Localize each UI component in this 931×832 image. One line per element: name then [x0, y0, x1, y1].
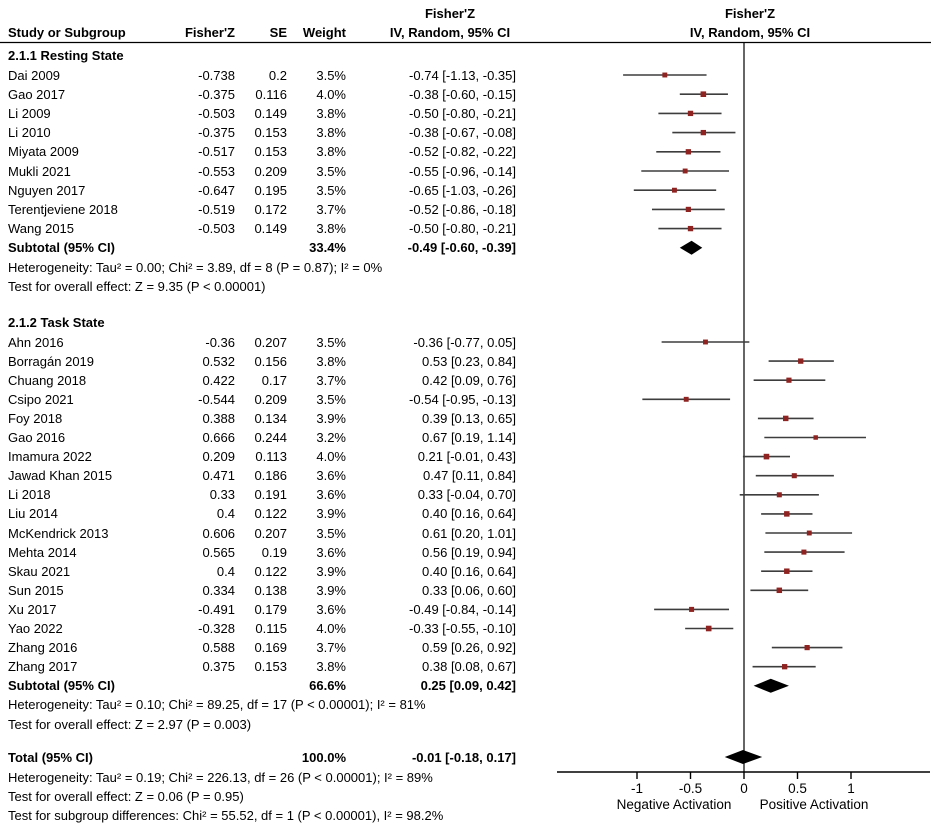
study-name: Nguyen 2017: [8, 182, 86, 198]
study-se: 0.209: [254, 163, 287, 179]
effect-marker: [703, 340, 708, 345]
effect-marker: [706, 626, 712, 632]
study-fisherz: -0.375: [198, 125, 235, 141]
study-se: 0.153: [254, 125, 287, 141]
effect-marker: [686, 207, 691, 212]
study-fisherz: -0.503: [198, 105, 235, 121]
subtotal-ci: -0.49 [-0.60, -0.39]: [407, 240, 516, 256]
study-weight: 3.6%: [316, 468, 346, 484]
study-ci: 0.40 [0.16, 0.64]: [422, 506, 516, 522]
subtotal-weight: 66.6%: [309, 678, 346, 694]
subgroup-label: 2.1.2 Task State: [8, 314, 105, 330]
study-weight: 3.7%: [316, 372, 346, 388]
total-heterogeneity-text: Heterogeneity: Tau² = 0.19; Chi² = 226.13, df = 26 (P < 0.00001); I² = 89%: [8, 769, 433, 785]
effect-marker: [813, 435, 817, 439]
study-se: 0.207: [254, 525, 287, 541]
subtotal-ci: 0.25 [0.09, 0.42]: [420, 678, 516, 694]
study-fisherz: -0.503: [198, 221, 235, 237]
study-fisherz: 0.606: [202, 525, 235, 541]
study-name: Mehta 2014: [8, 544, 77, 560]
study-fisherz: 0.4: [216, 563, 235, 579]
study-ci: -0.36 [-0.77, 0.05]: [413, 334, 516, 350]
study-name: Borragán 2019: [8, 353, 95, 369]
study-fisherz: -0.375: [198, 86, 235, 102]
study-ci: 0.53 [0.23, 0.84]: [422, 353, 516, 369]
study-se: 0.209: [254, 391, 287, 407]
study-weight: 3.9%: [316, 582, 346, 598]
study-name: Zhang 2016: [8, 640, 78, 656]
study-se: 0.244: [254, 430, 287, 445]
study-ci: -0.55 [-0.96, -0.14]: [409, 163, 516, 179]
effect-marker: [783, 416, 788, 421]
effect-marker: [777, 492, 782, 497]
study-ci: -0.49 [-0.84, -0.14]: [409, 601, 516, 617]
effect-marker: [786, 378, 791, 383]
total-weight: 100.0%: [301, 749, 346, 765]
study-weight: 3.2%: [316, 430, 346, 445]
effect-marker: [784, 511, 789, 516]
column-header-ci: IV, Random, 95% CI: [389, 25, 511, 40]
study-name: Imamura 2022: [8, 449, 92, 465]
effect-marker: [801, 550, 806, 555]
subtotal-diamond: [754, 679, 789, 693]
study-ci: 0.42 [0.09, 0.76]: [422, 372, 516, 388]
study-ci: 0.59 [0.26, 0.92]: [422, 640, 516, 656]
column-header-fisherz: Fisher'Z: [184, 25, 235, 40]
effect-marker: [782, 664, 787, 669]
study-ci: 0.33 [0.06, 0.60]: [422, 582, 516, 598]
study-weight: 3.8%: [316, 144, 346, 160]
study-name: Dai 2009: [8, 67, 61, 83]
study-se: 0.122: [254, 563, 287, 579]
study-name: Liu 2014: [8, 506, 58, 522]
study-fisherz: 0.33: [209, 487, 235, 503]
study-ci: 0.21 [-0.01, 0.43]: [417, 449, 516, 465]
study-ci: 0.39 [0.13, 0.65]: [422, 410, 516, 426]
study-fisherz: 0.209: [202, 449, 235, 465]
study-fisherz: 0.388: [202, 410, 235, 426]
study-ci: 0.47 [0.11, 0.84]: [423, 468, 516, 484]
study-se: 0.186: [254, 468, 287, 484]
study-ci: -0.65 [-1.03, -0.26]: [409, 182, 516, 198]
study-name: McKendrick 2013: [8, 525, 109, 541]
study-weight: 3.5%: [316, 182, 346, 198]
study-fisherz: 0.422: [202, 372, 235, 388]
study-name: Yao 2022: [8, 621, 63, 636]
effect-marker: [688, 226, 693, 231]
study-ci: -0.52 [-0.86, -0.18]: [409, 201, 516, 217]
study-name: Jawad Khan 2015: [8, 468, 113, 484]
study-se: 0.191: [254, 487, 287, 503]
effect-marker: [784, 568, 789, 573]
study-fisherz: -0.517: [198, 144, 235, 160]
study-weight: 3.8%: [316, 125, 346, 141]
study-weight: 3.5%: [316, 163, 346, 179]
study-se: 0.179: [254, 601, 287, 617]
total-label: Total (95% CI): [8, 749, 93, 765]
subtotal-diamond: [680, 241, 702, 255]
effect-marker: [701, 130, 706, 135]
study-weight: 3.5%: [316, 391, 346, 407]
study-ci: 0.61 [0.20, 1.01]: [422, 525, 516, 541]
subgroup-differences-text: Test for subgroup differences: Chi² = 55.52, df = 1 (P < 0.00001), I² = 98.2%: [8, 807, 444, 823]
study-se: 0.116: [255, 86, 287, 102]
study-name: Chuang 2018: [8, 372, 87, 388]
effect-marker: [701, 91, 707, 97]
study-name: Csipo 2021: [8, 391, 74, 407]
study-name: Xu 2017: [8, 601, 57, 617]
study-name: Miyata 2009: [8, 144, 79, 160]
total-overall-effect-text: Test for overall effect: Z = 0.06 (P = 0.95): [8, 788, 244, 804]
study-name: Li 2018: [8, 487, 51, 503]
study-fisherz: 0.666: [202, 430, 235, 445]
subtotal-label: Subtotal (95% CI): [8, 240, 115, 256]
effect-marker: [683, 169, 688, 174]
study-ci: -0.54 [-0.95, -0.13]: [409, 391, 516, 407]
study-weight: 3.9%: [316, 410, 346, 426]
effect-marker: [807, 531, 812, 536]
study-se: 0.19: [261, 544, 287, 560]
study-ci: 0.56 [0.19, 0.94]: [422, 544, 516, 560]
study-fisherz: -0.738: [198, 67, 235, 83]
study-ci: -0.50 [-0.80, -0.21]: [409, 221, 516, 237]
effect-marker: [686, 149, 691, 154]
study-fisherz: 0.334: [202, 582, 235, 598]
total-diamond: [725, 750, 762, 764]
study-weight: 3.8%: [316, 105, 346, 121]
study-se: 0.115: [255, 621, 287, 636]
study-fisherz: 0.532: [202, 353, 235, 369]
study-se: 0.113: [255, 449, 287, 465]
study-fisherz: 0.4: [216, 506, 235, 522]
study-weight: 3.8%: [316, 353, 346, 369]
column-header-study: Study or Subgroup: [8, 25, 126, 40]
study-se: 0.153: [254, 659, 287, 675]
study-ci: 0.40 [0.16, 0.64]: [422, 563, 516, 579]
study-se: 0.149: [254, 105, 287, 121]
study-fisherz: 0.588: [202, 640, 235, 656]
study-se: 0.134: [254, 410, 287, 426]
study-se: 0.156: [254, 353, 287, 369]
axis-tick-label: 1: [847, 781, 855, 796]
study-weight: 3.5%: [316, 67, 346, 83]
study-se: 0.153: [254, 144, 287, 160]
axis-tick-label: 0: [740, 781, 748, 796]
effect-marker: [777, 588, 782, 593]
total-ci: -0.01 [-0.18, 0.17]: [411, 749, 516, 765]
effect-marker: [688, 111, 693, 116]
study-weight: 4.0%: [316, 621, 346, 636]
study-se: 0.169: [254, 640, 287, 656]
study-name: Li 2009: [8, 105, 51, 121]
study-weight: 3.9%: [316, 563, 346, 579]
study-ci: -0.38 [-0.67, -0.08]: [409, 125, 516, 141]
subtotal-weight: 33.4%: [309, 240, 346, 256]
study-ci: -0.38 [-0.60, -0.15]: [409, 86, 516, 102]
study-weight: 3.5%: [316, 334, 346, 350]
effect-marker: [662, 73, 667, 78]
plot-column-header-ci: IV, Random, 95% CI: [689, 25, 811, 40]
study-name: Terentjeviene 2018: [8, 201, 118, 217]
study-weight: 3.6%: [316, 601, 346, 617]
study-fisherz: -0.553: [198, 163, 235, 179]
study-fisherz: 0.565: [202, 544, 235, 560]
study-name: Li 2010: [8, 125, 51, 141]
study-se: 0.149: [254, 221, 287, 237]
study-ci: 0.33 [-0.04, 0.70]: [417, 487, 516, 503]
study-fisherz: 0.471: [202, 468, 235, 484]
effect-marker: [684, 397, 689, 402]
axis-tick-label: -0.5: [678, 781, 703, 796]
overall-effect-text: Test for overall effect: Z = 2.97 (P = 0.003): [8, 716, 252, 732]
study-weight: 3.6%: [316, 544, 346, 560]
effect-marker: [792, 473, 797, 478]
study-se: 0.172: [254, 201, 287, 217]
effect-marker: [764, 454, 770, 460]
effect-measure-label-left: Fisher'Z: [424, 6, 476, 21]
study-fisherz: -0.647: [198, 182, 235, 198]
overall-effect-text: Test for overall effect: Z = 9.35 (P < 0.00001): [8, 278, 266, 294]
subgroup-label: 2.1.1 Resting State: [8, 47, 124, 63]
study-se: 0.17: [261, 372, 287, 388]
study-fisherz: -0.544: [198, 391, 235, 407]
study-weight: 3.5%: [316, 525, 346, 541]
study-weight: 3.7%: [316, 640, 346, 656]
study-name: Sun 2015: [8, 582, 64, 598]
study-name: Wang 2015: [8, 221, 75, 237]
study-name: Skau 2021: [8, 563, 71, 579]
subtotal-label: Subtotal (95% CI): [8, 678, 115, 694]
effect-marker: [798, 358, 803, 363]
heterogeneity-text: Heterogeneity: Tau² = 0.00; Chi² = 3.89, df = 8 (P = 0.87); I² = 0%: [8, 259, 383, 275]
effect-marker: [805, 645, 810, 650]
effect-measure-label-right: Fisher'Z: [724, 6, 776, 21]
study-fisherz: -0.328: [198, 621, 235, 636]
study-name: Ahn 2016: [8, 334, 64, 350]
axis-tick-label: 0.5: [788, 781, 807, 796]
positive-direction-label: Positive Activation: [759, 797, 869, 812]
negative-direction-label: Negative Activation: [616, 797, 732, 812]
study-fisherz: -0.36: [205, 334, 235, 350]
study-ci: 0.67 [0.19, 1.14]: [422, 430, 516, 445]
column-header-weight: Weight: [302, 25, 346, 40]
study-weight: 3.7%: [316, 201, 346, 217]
study-se: 0.138: [254, 582, 287, 598]
effect-marker: [672, 188, 677, 193]
study-weight: 3.6%: [316, 487, 346, 503]
column-header-se: SE: [269, 25, 287, 40]
effect-marker: [689, 607, 694, 612]
study-weight: 3.9%: [316, 506, 346, 522]
study-name: Mukli 2021: [8, 163, 71, 179]
heterogeneity-text: Heterogeneity: Tau² = 0.10; Chi² = 89.25, df = 17 (P < 0.00001); I² = 81%: [8, 697, 426, 713]
study-ci: -0.50 [-0.80, -0.21]: [409, 105, 516, 121]
study-name: Zhang 2017: [8, 659, 78, 675]
study-ci: -0.52 [-0.82, -0.22]: [409, 144, 516, 160]
study-se: 0.195: [254, 182, 287, 198]
axis-tick-label: -1: [630, 781, 644, 796]
study-ci: 0.38 [0.08, 0.67]: [422, 659, 516, 675]
study-fisherz: 0.375: [202, 659, 235, 675]
study-se: 0.207: [254, 334, 287, 350]
study-name: Gao 2017: [8, 86, 66, 102]
study-weight: 3.8%: [316, 221, 346, 237]
study-ci: -0.74 [-1.13, -0.35]: [409, 67, 516, 83]
study-se: 0.122: [254, 506, 287, 522]
study-name: Gao 2016: [8, 430, 66, 445]
study-fisherz: -0.491: [198, 601, 235, 617]
study-weight: 4.0%: [316, 86, 346, 102]
study-name: Foy 2018: [8, 410, 63, 426]
study-weight: 3.8%: [316, 659, 346, 675]
study-ci: -0.33 [-0.55, -0.10]: [409, 621, 516, 636]
study-se: 0.2: [268, 67, 287, 83]
study-weight: 4.0%: [316, 449, 346, 465]
study-fisherz: -0.519: [198, 201, 235, 217]
